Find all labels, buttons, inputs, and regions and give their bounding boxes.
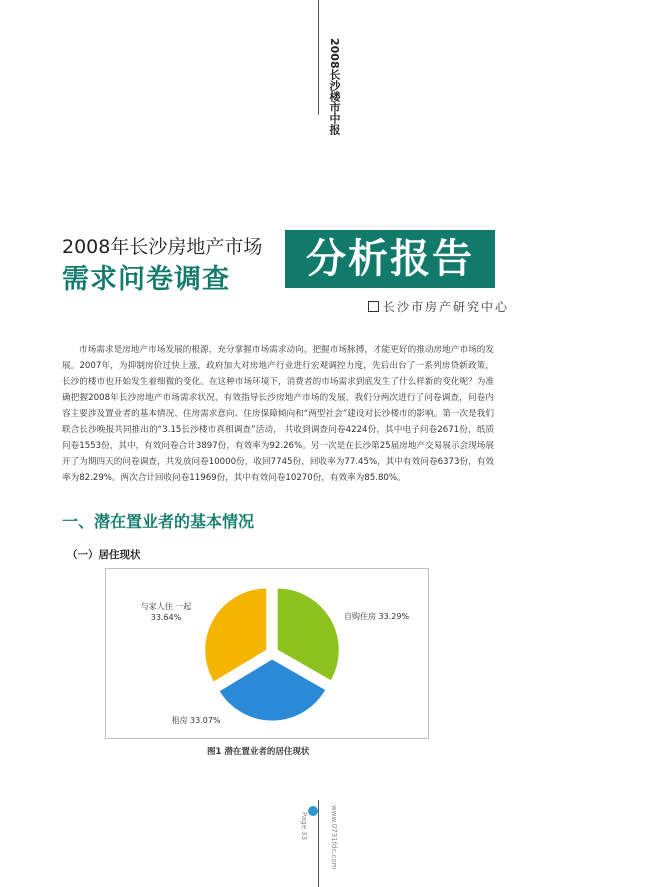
page-number: Page 33 bbox=[300, 812, 308, 841]
pie-label-2: 租房 33.07% bbox=[171, 716, 221, 725]
author: 长沙市房产研究中心 bbox=[383, 300, 510, 314]
circle-icon bbox=[308, 806, 318, 816]
title-line-2: 需求问卷调查 bbox=[62, 264, 230, 295]
figure-caption: 图1 潜在置业者的居住现状 bbox=[207, 747, 310, 757]
title-highlight: 分析报告 bbox=[285, 230, 495, 288]
intro-paragraph: 市场需求是房地产市场发展的根源，充分掌握市场需求动向，把握市场脉搏，才能更好的推动房地产市场的发展。2007年，为抑制房价过快上涨，政府加大对房地产行业进行宏观调控力度，先后出台了一系列房贷新政策，长沙的楼市也开始发生着细微的变化。在这种市场环境下，消费者的市场需求到底发生了什么样新的变化呢？为准确把握2008年长沙房地产市场需求状况，有效指导长沙房地产市场的发展，我们分两次进行了问卷调查，问卷内容主要涉及置业者的基本情况、住房需求意向、住房保障倾向和“两型社会”建设对长沙楼市的影响。第一次是我们联合长沙晚报共同推出的“3.15长沙楼市真相调查”活动， 共收到调查问卷4224份，其中电子问卷2671份，纸质问卷1553份，其中，有效问卷合计3897份，有效率为92.26%。另一次是在长沙第25届房地产交易展示会现场展开了为期四天的问卷调查，共发放问卷10000份，收回7745份，回收率为77.45%，其中有效问卷6373份，有效率为82.29%。两次合计回收问卷11969份，其中有效问卷10270份，有效率为85.80%。 bbox=[62, 345, 494, 483]
subsection-heading: （一）居住现状 bbox=[67, 549, 141, 561]
section-heading: 一、潜在置业者的基本情况 bbox=[62, 512, 255, 531]
pie-chart bbox=[106, 569, 428, 738]
website: www.0731fdc.com bbox=[330, 805, 338, 870]
pie-label-3: 与家人住 一起 33.64% bbox=[140, 602, 192, 622]
top-rule bbox=[318, 0, 319, 115]
title-line-1: 2008年长沙房地产市场 bbox=[62, 236, 263, 258]
running-header: 2008长沙楼市中报 bbox=[328, 38, 341, 135]
square-bullet-icon bbox=[368, 301, 379, 312]
bottom-rule bbox=[318, 800, 319, 887]
pie-chart-frame bbox=[105, 568, 429, 739]
author-line bbox=[368, 298, 509, 315]
pie-label-1: 自购住房 33.29% bbox=[344, 612, 410, 621]
intro-body bbox=[62, 342, 494, 486]
